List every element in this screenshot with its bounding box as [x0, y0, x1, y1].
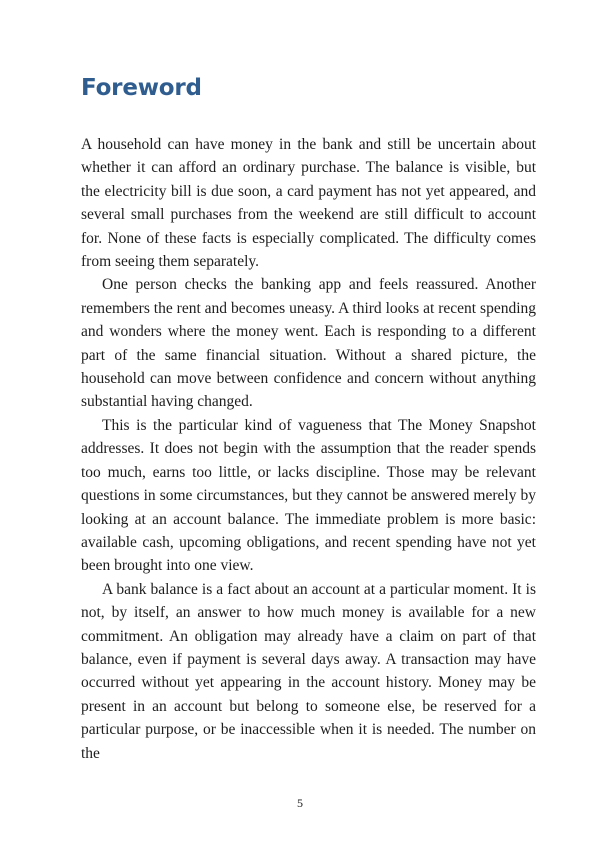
page-title: Foreword [81, 75, 202, 101]
paragraph-1: A household can have money in the bank and still be uncertain about whether it can afford an ordinary purchase. The balance is visible, but the electricity bill is due soon, a card payment has not yet appeared, and several small purchases from the weekend are still difficult to account for. None of these facts is especially complicated. The difficulty comes from seeing them separately. [81, 136, 536, 271]
paragraph-3: This is the particular kind of vagueness that The Money Snapshot addresses. It does not begin with the assumption that the reader spends too much, earns too little, or lacks discipline. Those may be relevant questions in some circumstances, but they cannot be answered merely by looking at an account balance. The immediate problem is more basic: available cash, upcoming obligations, and recent spending have not yet been brought into one view. [81, 416, 536, 575]
paragraph-4: A bank balance is a fact about an account at a particular moment. It is not, by itself, an answer to how much money is available for a new commitment. An obligation may already have a claim on part of that balance, even if payment is several days away. A transaction may have occurred without yet appearing in the account history. Money may be present in an account but belong to someone else, be reserved for a particular purpose, or be inaccessible when it is needed. The number on the [81, 580, 536, 762]
page-number: 5 [297, 796, 303, 810]
body-text [81, 133, 536, 765]
paragraph-2: One person checks the banking app and feels reassured. Another remembers the rent and becomes uneasy. A third looks at recent spending and wonders where the money went. Each is responding to a different part of the same financial situation. Without a shared picture, the household can move between confidence and concern without anything substantial having changed. [81, 276, 536, 411]
